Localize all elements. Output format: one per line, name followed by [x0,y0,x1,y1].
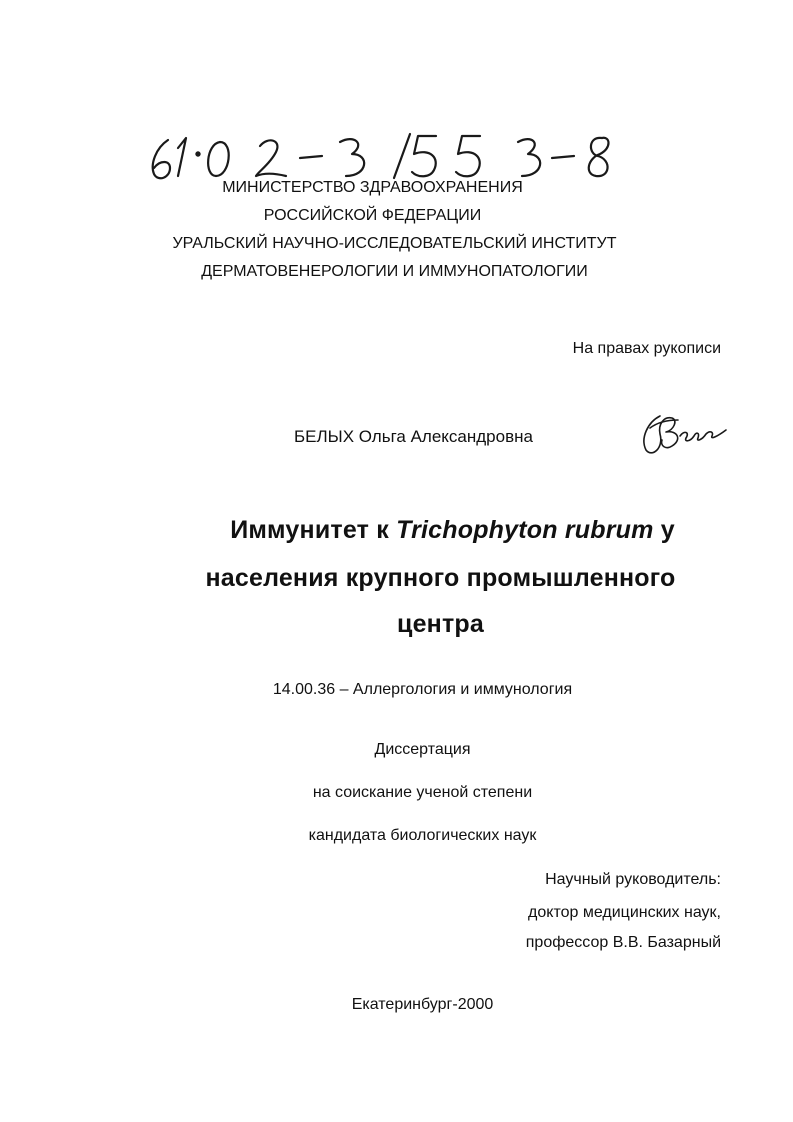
dissertation-title-line-1 [56,514,793,546]
title-organism-name: Trichophyton rubrum [396,516,654,544]
federation-line: РОССИЙСКОЙ ФЕДЕРАЦИИ [263,207,482,224]
supervisor-name: профессор В.В. Базарный [525,934,721,951]
ministry-line: МИНИСТЕРСТВО ЗДРАВООХРАНЕНИЯ [222,179,523,196]
degree-name-line: кандидата биологических наук [308,827,537,844]
handwritten-number-text [140,118,146,119]
dissertation-title-line-3: центра [397,610,484,638]
author-signature [638,408,733,458]
specialty-code: 14.00.36 – Аллергология и иммунология [272,681,573,698]
degree-purpose-line: на соискание ученой степени [312,784,533,801]
institute-line: УРАЛЬСКИЙ НАУЧНО-ИССЛЕДОВАТЕЛЬСКИЙ ИНСТИТУТ [172,235,617,252]
supervisor-degree: доктор медицинских наук, [528,904,721,921]
title-line-1-suffix: у [653,516,675,544]
dissertation-title-line-2: населения крупного промышленного [205,564,676,592]
institute-specialty-line: ДЕРМАТОВЕНЕРОЛОГИИ И ИММУНОПАТОЛОГИИ [201,263,588,280]
signature-drawing [638,408,733,458]
author-name: БЕЛЫХ Ольга Александровна [294,427,533,446]
dissertation-label: Диссертация [374,741,471,758]
manuscript-rights-note: На правах рукописи [572,340,721,357]
supervisor-label: Научный руководитель: [545,871,721,888]
city-and-year: Екатеринбург-2000 [351,996,494,1013]
title-line-1-prefix: Иммунитет к [230,516,397,544]
